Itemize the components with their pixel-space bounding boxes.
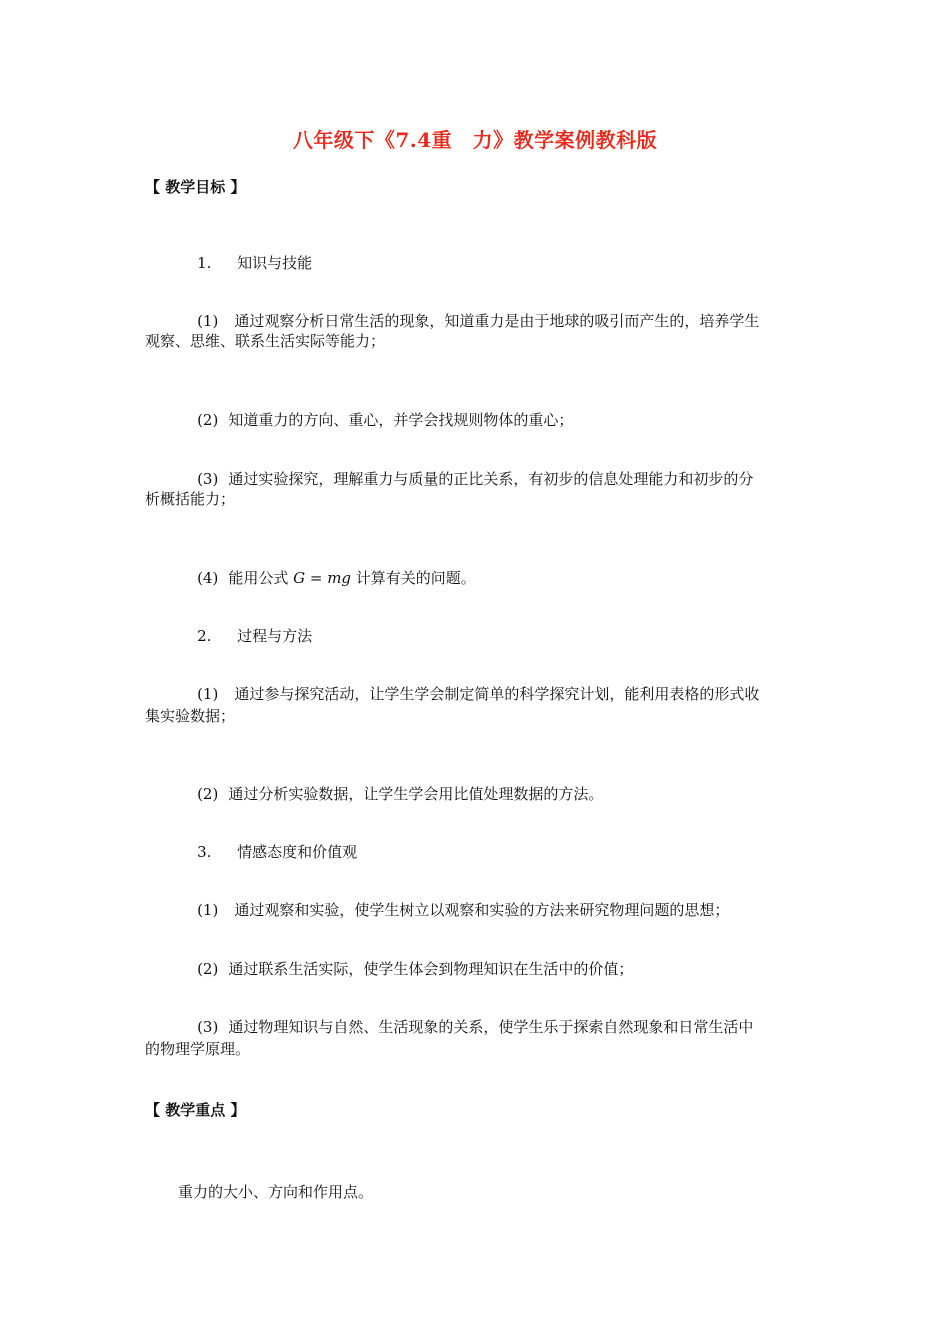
item-number: (1): [197, 685, 219, 703]
formula-equals: =: [305, 569, 328, 587]
subsection-label: 知识与技能: [237, 254, 313, 272]
formula-variable-g: G: [293, 569, 306, 587]
item-number: (2): [197, 785, 219, 803]
section-text: 重力的大小、方向和作用点。: [178, 1183, 374, 1201]
item-text: 通过观察和实验，使学生树立以观察和实验的方法来研究物理问题的思想；: [234, 901, 730, 919]
subsection-process-methods: [178, 606, 312, 666]
list-item: [178, 390, 573, 450]
list-item-continuation: 集实验数据；: [145, 707, 236, 725]
list-item-continuation: 的物理学原理。: [145, 1040, 251, 1058]
formula-variable-mg: mg: [327, 569, 352, 587]
list-item: [178, 449, 753, 509]
subsection-knowledge-skills: [178, 233, 312, 293]
item-text: 知道重力的方向、重心，并学会找规则物体的重心；: [228, 411, 574, 429]
list-item: [178, 939, 633, 999]
item-text: 通过参与探究活动，让学生学会制定简单的科学探究计划，能利用表格的形式收: [234, 685, 760, 703]
subsection-number: 3.: [197, 843, 212, 861]
list-item: [178, 664, 759, 724]
item-text-pre: 能用公式: [228, 569, 294, 587]
document-title: 八年级下《7.4重 力》教学案例教科版: [292, 128, 658, 152]
item-text: 通过联系生活实际，使学生体会到物理知识在生活中的价值；: [228, 960, 634, 978]
subsection-number: 1.: [197, 254, 212, 272]
item-number: (2): [197, 960, 219, 978]
item-text-post: 计算有关的问题。: [351, 569, 476, 587]
section-heading-teaching-focus: 【 教学重点 】: [145, 1101, 246, 1119]
list-item-formula: [178, 548, 476, 608]
item-text: 通过观察分析日常生活的现象，知道重力是由于地球的吸引而产生的，培养学生: [234, 312, 760, 330]
subsection-attitudes-values: [178, 822, 357, 882]
item-number: (3): [197, 1018, 219, 1036]
list-item: [178, 880, 729, 940]
item-number: (1): [197, 312, 219, 330]
subsection-label: 过程与方法: [237, 627, 313, 645]
list-item-continuation: 观察、思维、联系生活实际等能力；: [145, 332, 386, 350]
list-item: [178, 764, 603, 824]
section-heading-teaching-objectives: 【 教学目标 】: [145, 178, 246, 196]
item-number: (2): [197, 411, 219, 429]
item-text: 通过分析实验数据，让学生学会用比值处理数据的方法。: [228, 785, 604, 803]
list-item-continuation: 析概括能力；: [145, 490, 236, 508]
item-number: (3): [197, 470, 219, 488]
subsection-number: 2.: [197, 627, 212, 645]
subsection-label: 情感态度和价值观: [237, 843, 358, 861]
item-text: 通过实验探究，理解重力与质量的正比关系，有初步的信息处理能力和初步的分: [228, 470, 754, 488]
item-number: (1): [197, 901, 219, 919]
item-number: (4): [197, 569, 219, 587]
list-item: [178, 997, 753, 1057]
item-text: 通过物理知识与自然、生活现象的关系，使学生乐于探索自然现象和日常生活中: [228, 1018, 754, 1036]
